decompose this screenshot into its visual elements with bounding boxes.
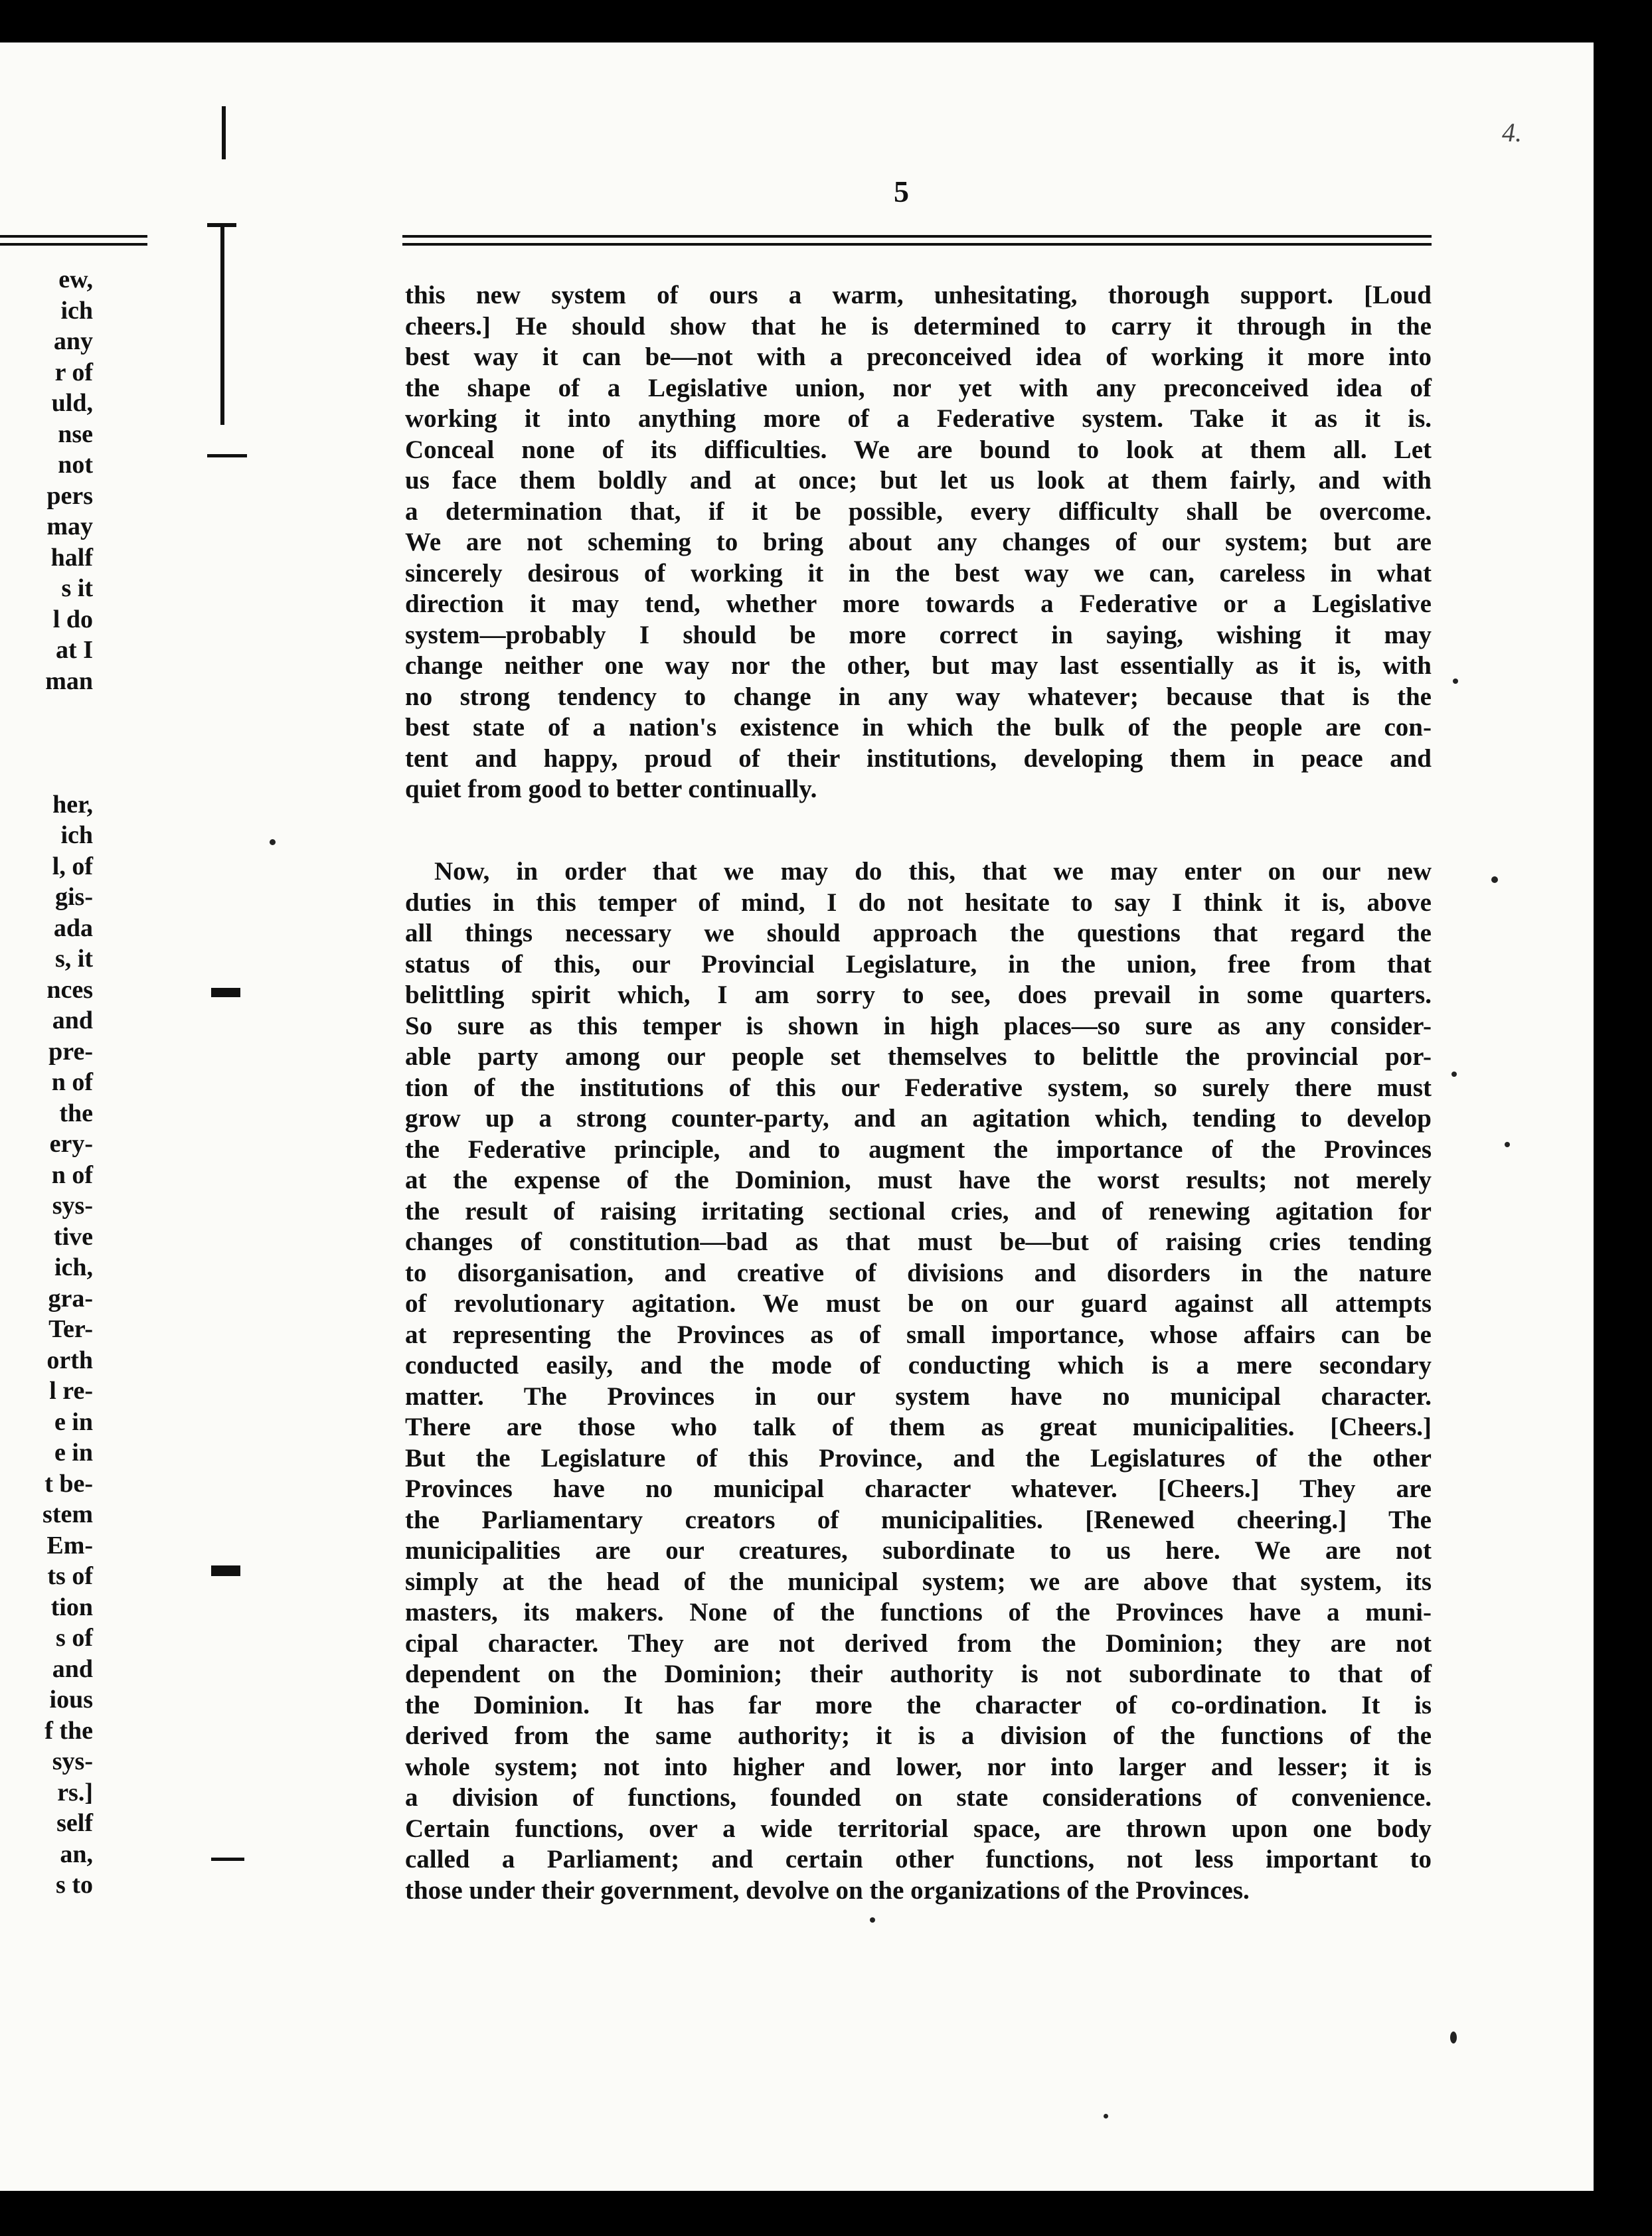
scan-border-right [1594,0,1652,2236]
text-line: But the Legislature of this Province, and the Legislatures of the other [405,1443,1432,1473]
text-line: at the expense of the Dominion, must have the worst results; not merely [405,1166,1432,1194]
header-rule-left-double [0,243,147,246]
gutter-mark [211,988,240,997]
left-column-fragment [0,696,93,728]
left-column-fragment: and [52,1654,93,1683]
speck [870,1917,875,1923]
text-line: called a Parliament; and certain other functions, not less important to [405,1845,1432,1874]
gutter-mark [211,1565,240,1576]
left-column-fragment: s to [56,1871,93,1899]
left-column-fragment: l, of [52,852,93,880]
left-column-fragment: sys- [52,1747,93,1775]
left-column-fragment: ery- [49,1130,93,1158]
left-column-fragment: any [53,327,93,355]
text-line: There are those who talk of them as great municipalities. [Cheers.] [405,1413,1432,1441]
corner-mark: 4. [1502,118,1522,147]
left-column-fragment: tive [53,1222,93,1251]
left-column-fragment: s, it [55,945,93,973]
gutter-mark [220,226,224,425]
left-column-fragment: orth [46,1346,93,1374]
text-line: municipalities are our creatures, subordinate to us here. We are not [405,1536,1432,1565]
left-column-fragment: e in [54,1439,93,1467]
left-column-fragments [0,264,93,1901]
left-column-fragment: ada [53,914,93,942]
left-column-fragment: pers [46,481,93,510]
left-column-fragment: tion [50,1593,93,1621]
left-column-fragment [0,758,93,789]
text-line: the result of raising irritating sectional cries, and of renewing agitation for [405,1196,1432,1226]
text-line: direction it may tend, whether more towards a Federative or a Legislative [405,590,1432,618]
text-line: the shape of a Legislative union, nor yet with any preconceived idea of [405,373,1432,402]
text-line: masters, its makers. None of the functions of the Provinces have a muni- [405,1598,1432,1627]
left-column-fragment: man [45,667,93,695]
text-line: tent and happy, proud of their institutions, developing them in peace and [405,744,1432,773]
left-column-fragment: l do [52,605,93,633]
speck [270,839,276,845]
speck [1104,2114,1108,2118]
text-line: all things necessary we should approach the questions that regard the [405,919,1432,947]
left-column-fragment: the [59,1099,93,1127]
text-line: We are not scheming to bring about any changes of our system; but are [405,528,1432,556]
text-line: dependent on the Dominion; their authority is not subordinate to that of [405,1660,1432,1688]
text-line: to disorganisation, and creative of divisions and disorders in the nature [405,1258,1432,1287]
text-line: grow up a strong counter-party, and an agitation which, tending to develop [405,1104,1432,1133]
speck [1505,1142,1510,1147]
left-column-fragment: half [50,543,93,572]
text-line: best way it can be—not with a preconceived idea of working it more into [405,343,1432,371]
text-line: of revolutionary agitation. We must be on our guard against all attempts [405,1289,1432,1318]
left-column-fragment [0,728,93,759]
left-column-fragment: sys- [52,1192,93,1220]
text-line: system—probably I should be more correct in saying, wishing it may [405,620,1432,649]
text-line: quiet from good to better continually. [405,775,817,803]
left-column-fragment: ew, [58,266,93,293]
left-column-fragment: ich [60,296,93,325]
left-column-fragment: r of [54,358,93,386]
left-column-fragment: self [56,1809,93,1837]
left-column-fragment: may [46,513,93,540]
speck [1451,1072,1457,1077]
left-column-fragment: l re- [49,1377,93,1405]
text-line: tion of the institutions of this our Federative system, so surely there must [405,1073,1432,1102]
speck [1450,2032,1457,2043]
left-column-fragment: nse [58,420,93,448]
left-column-fragment: stem [42,1500,93,1528]
header-rule [402,235,1432,238]
text-line: So sure as this temper is shown in high places—so sure as any consider- [405,1011,1432,1040]
left-column-fragment: gis- [55,883,93,911]
text-line: the Federative principle, and to augment the importance of the Provinces [405,1135,1432,1164]
paragraph-1 [405,280,1432,805]
text-line: the Parliamentary creators of municipalities. [Renewed cheering.] The [405,1505,1432,1534]
text-line: belittling spirit which, I am sorry to see, does prevail in some quarters. [405,981,1432,1009]
text-line: duties in this temper of mind, I do not hesitate to say I think it is, above [405,888,1432,917]
text-line: no strong tendency to change in any way whatever; because that is the [405,682,1432,711]
text-line: change neither one way nor the other, but may last essentially as it is, with [405,651,1432,680]
left-column-fragment: not [58,451,93,479]
left-column-fragment: her, [52,790,93,819]
left-column-fragment: pre- [48,1037,93,1066]
text-line: at representing the Provinces as of small importance, whose affairs can be [405,1320,1432,1349]
left-column-fragment: ts of [47,1562,93,1590]
header-rule-double [402,243,1432,246]
scan-border-bottom [0,2191,1652,2236]
left-column-fragment: at I [56,636,93,664]
text-line: Provinces have no municipal character whatever. [Cheers.] They are [405,1475,1432,1503]
text-line: changes of constitution—bad as that must be—but of raising cries tending [405,1228,1432,1256]
gutter-mark [207,454,247,457]
gutter-mark [211,1858,244,1861]
left-column-fragment: rs.] [57,1778,93,1806]
text-line: the Dominion. It has far more the character of co-ordination. It is [405,1690,1432,1719]
left-column-fragment: ious [49,1686,93,1714]
text-line: this new system of ours a warm, unhesitating, thorough support. [Loud [405,281,1432,309]
text-line: whole system; not into higher and lower, nor into larger and lesser; it is [405,1752,1432,1781]
text-line: cheers.] He should show that he is determined to carry it through in the [405,311,1432,341]
page-number: 5 [894,175,909,208]
text-line: Conceal none of its difficulties. We are bound to look at them all. Let [405,435,1432,464]
gutter-mark [222,106,226,159]
text-line: derived from the same authority; it is a division of the functions of the [405,1721,1432,1750]
left-column-fragment: Ter- [48,1315,93,1343]
left-column-fragment: e in [54,1407,93,1436]
left-column-fragment: uld, [51,389,93,417]
left-column-fragment: ich, [54,1253,93,1281]
left-column-fragment: gra- [48,1284,93,1313]
header-rule-left [0,235,147,238]
text-line: those under their government, devolve on the organizations of the Provinces. [405,1876,1250,1905]
left-column-fragment: ich [60,821,93,849]
scan-border-top [0,0,1652,42]
text-line: sincerely desirous of working it in the best way we can, careless in what [405,558,1432,588]
left-column-fragment: t be- [44,1469,93,1498]
speck [1453,679,1458,684]
text-line: us face them boldly and at once; but let us look at them fairly, and with [405,466,1432,495]
text-line: a determination that, if it be possible, every difficulty shall be overcome. [405,497,1432,526]
text-line: Certain functions, over a wide territorial space, are thrown upon one body [405,1814,1432,1843]
left-column-fragment: n of [51,1160,93,1189]
left-column-fragment: n of [51,1068,93,1096]
left-column-fragment: Em- [46,1531,93,1559]
text-line: status of this, our Provincial Legislature, in the union, free from that [405,949,1432,979]
text-line: cipal character. They are not derived from the Dominion; they are not [405,1629,1432,1658]
text-line: Now, in order that we may do this, that we may enter on our new [434,857,1432,886]
left-column-fragment: nces [46,975,93,1004]
text-line: matter. The Provinces in our system have no municipal character. [405,1382,1432,1411]
left-column-fragment: f the [44,1716,93,1745]
text-line: working it into anything more of a Federative system. Take it as it is. [405,404,1432,433]
text-line: a division of functions, founded on state considerations of convenience. [405,1783,1432,1812]
left-column-fragment: an, [60,1840,93,1868]
text-line: able party among our people set themselves to belittle the provincial por- [405,1042,1432,1071]
speck [1491,876,1498,883]
left-column-fragment: s it [61,574,93,602]
text-line: best state of a nation's existence in which the bulk of the people are con- [405,713,1432,742]
text-line: simply at the head of the municipal system; we are above that system, its [405,1567,1432,1596]
left-column-fragment: and [52,1006,93,1034]
left-column-fragment: s of [56,1624,93,1652]
text-line: conducted easily, and the mode of conducting which is a mere secondary [405,1351,1432,1380]
paragraph-2 [405,856,1432,1906]
